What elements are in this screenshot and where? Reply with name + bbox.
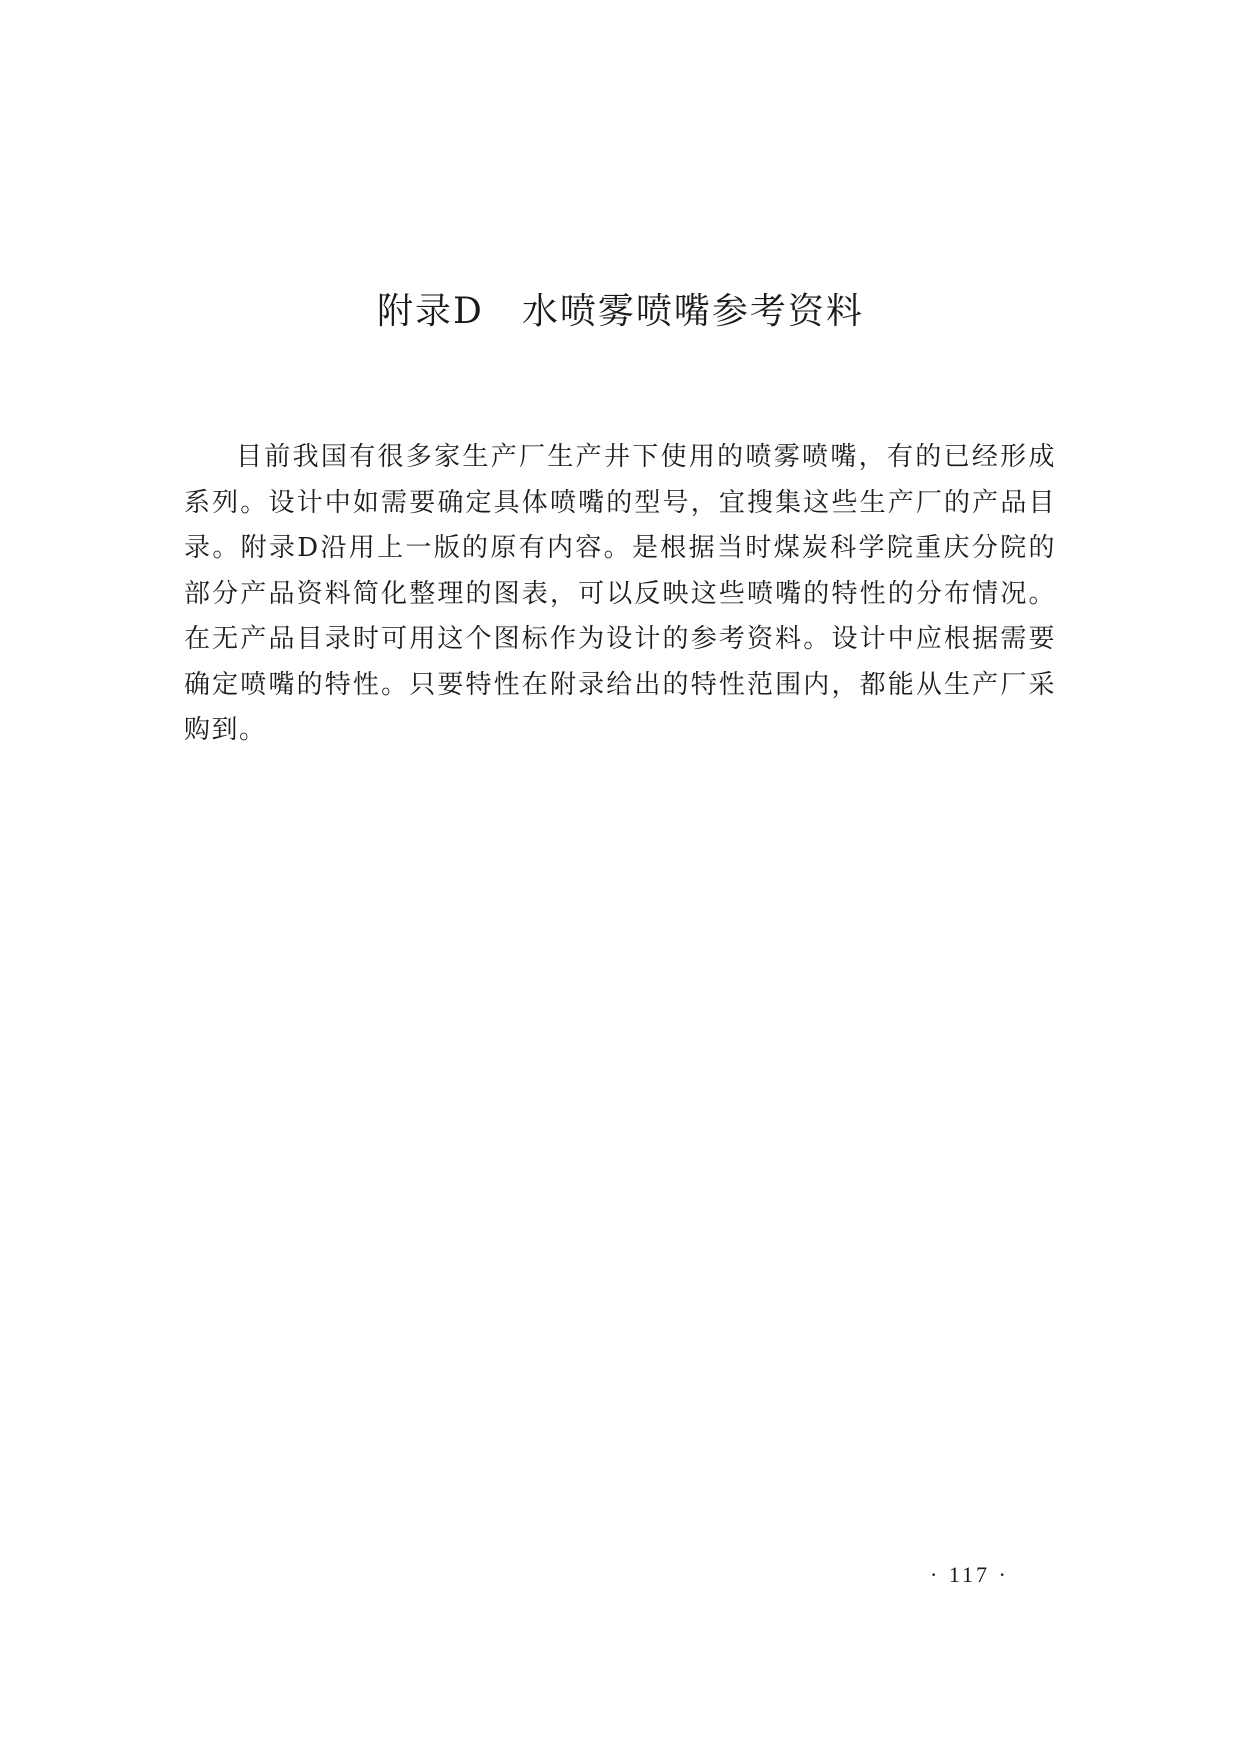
page-number: · 117 · (930, 1562, 1009, 1587)
appendix-title (0, 288, 1241, 336)
body-paragraph: 目前我国有很多家生产厂生产井下使用的喷雾喷嘴，有的已经形成系列。设计中如需要确定具体喷嘴的型号，宜搜集这些生产厂的产品目录。附录D沿用上一版的原有内容。是根据当时煤炭科学院重庆分院的部分产品资料简化整理的图表，可以反映这些喷嘴的特性的分布情况。在无产品目录时可用这个图标作为设计的参考资料。设计中应根据需要确定喷嘴的特性。只要特性在附录给出的特性范围内，都能从生产厂采购到。 (184, 442, 1056, 745)
appendix-title-text: 水喷雾喷嘴参考资料 (521, 291, 864, 332)
appendix-label: 附录D (377, 291, 484, 332)
